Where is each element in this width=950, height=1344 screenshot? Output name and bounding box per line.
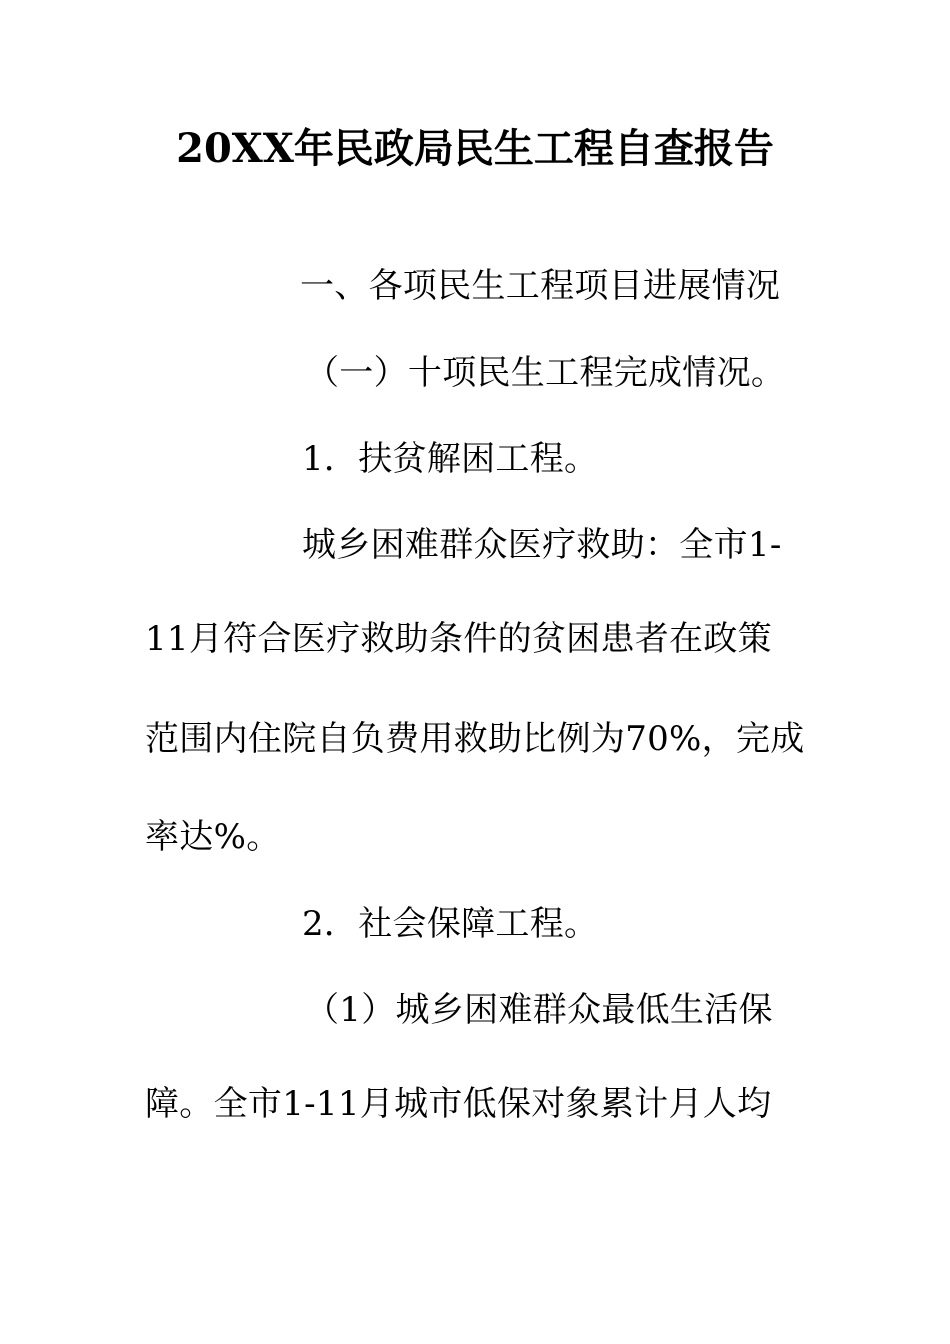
paragraph-line: （1）城乡困难群众最低生活保 [305, 990, 773, 1030]
item-heading: 1．扶贫解困工程。 [302, 439, 599, 479]
subsection-heading: （一）十项民生工程完成情况。 [305, 353, 786, 393]
section-heading: 一、各项民生工程项目进展情况 [300, 266, 781, 306]
document-title: 20XX年民政局民生工程自查报告 [176, 125, 774, 172]
paragraph-line: 率达%。 [145, 817, 281, 857]
paragraph-line: 范围内住院自负费用救助比例为70%，完成 [145, 719, 805, 759]
paragraph-line: 11月符合医疗救助条件的贫困患者在政策 [145, 619, 772, 659]
paragraph-line: 障。全市1-11月城市低保对象累计月人均 [145, 1084, 772, 1124]
paragraph-line: 城乡困难群众医疗救助：全市1- [302, 525, 782, 565]
item-heading: 2．社会保障工程。 [302, 904, 599, 944]
